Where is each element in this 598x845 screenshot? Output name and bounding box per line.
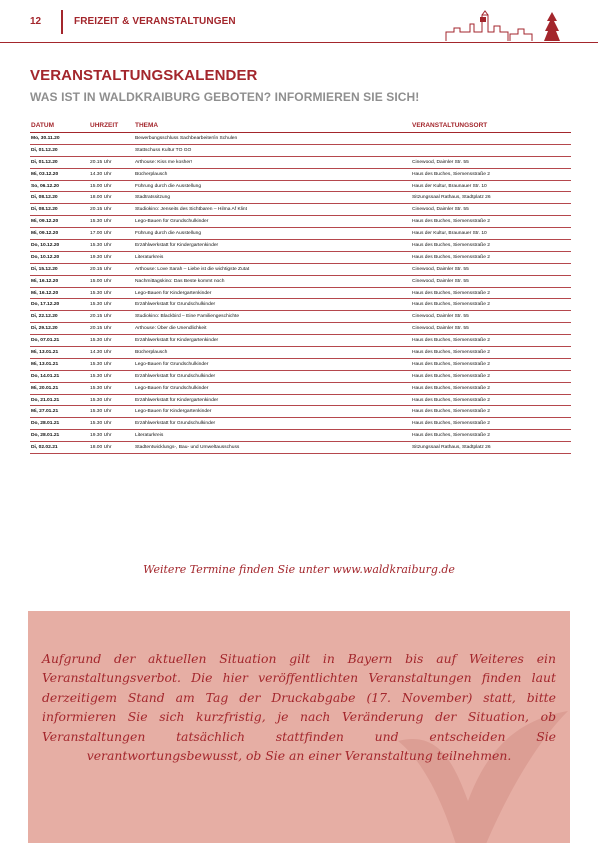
table-row — [30, 287, 571, 299]
time-cell: 19.30 Uhr — [89, 251, 134, 263]
table-row — [30, 347, 571, 359]
date-cell: Do, 17.12.20 — [30, 299, 89, 311]
topic-cell: Lego-Bauen für Kindergartenkinder — [134, 287, 411, 299]
page-title: VERANSTALTUNGSKALENDER — [30, 67, 258, 84]
date-cell: Mo, 30.11.20 — [30, 133, 89, 145]
venue-cell: Haus des Buches, Siemensstraße 2 — [411, 335, 571, 347]
topic-cell: Arthouse: Über die Unendlichkeit — [134, 323, 411, 335]
page-number: 12 — [30, 16, 42, 27]
topic-cell: Studiokino: Jenseits des Sichtbaren – Hilma Af Klint — [134, 204, 411, 216]
time-cell: 15.30 Uhr — [89, 418, 134, 430]
column-header-topic: THEMA — [134, 121, 411, 133]
time-cell — [89, 144, 134, 156]
time-cell: 14.30 Uhr — [89, 168, 134, 180]
date-cell: Di, 08.12.20 — [30, 192, 89, 204]
date-cell: Mi, 27.01.21 — [30, 406, 89, 418]
topic-cell: Stadtratssitzung — [134, 192, 411, 204]
date-cell: Di, 29.12.20 — [30, 323, 89, 335]
time-cell: 20.15 Uhr — [89, 323, 134, 335]
topic-cell: Führung durch die Ausstellung — [134, 228, 411, 240]
date-cell: Di, 01.12.20 — [30, 144, 89, 156]
venue-cell: Cinewood, Daimler Str. 55 — [411, 263, 571, 275]
table-row — [30, 144, 571, 156]
date-cell: Mi, 13.01.21 — [30, 347, 89, 359]
venue-cell: Haus des Buches, Siemensstraße 2 — [411, 406, 571, 418]
table-row — [30, 370, 571, 382]
table-row — [30, 263, 571, 275]
venue-cell: Haus des Buches, Siemensstraße 2 — [411, 287, 571, 299]
topic-cell: Erzählwerkstatt für Kindergartenkinder — [134, 335, 411, 347]
venue-cell: Cinewood, Daimler Str. 55 — [411, 275, 571, 287]
venue-cell: Haus des Buches, Siemensstraße 2 — [411, 394, 571, 406]
notice-text: Aufgrund der aktuellen Situation gilt in Bayern bis auf Weiteres ein Veranstaltungsverbot. Die hier veröffentlichten Veranstaltungen finden laut derzeitigem Stand am Tag der Druckabgabe (17. November) statt, bitte informieren Sie sich kurzfristig, je nach Veränderung der Situation, ob Veranstaltungen tatsächlich stattfinden und entscheiden Sie verantwortungsbewusst, ob Sie an einer Veranstaltung teilnehmen. — [42, 651, 556, 764]
time-cell: 18.00 Uhr — [89, 442, 134, 454]
venue-cell: Haus des Buches, Siemensstraße 2 — [411, 430, 571, 442]
topic-cell: Stattschuss Kultur TO GO — [134, 144, 411, 156]
venue-cell: Cinewood, Daimler Str. 55 — [411, 156, 571, 168]
town-skyline-icon — [444, 10, 568, 42]
venue-cell: Haus der Kultur, Braunauer Str. 10 — [411, 180, 571, 192]
time-cell: 15.00 Uhr — [89, 180, 134, 192]
table-row — [30, 394, 571, 406]
column-header-venue: VERANSTALTUNGSORT — [411, 121, 571, 133]
table-row — [30, 156, 571, 168]
table-header-row — [30, 121, 571, 133]
date-cell: Di, 02.02.21 — [30, 442, 89, 454]
table-row — [30, 228, 571, 240]
date-cell: Mi, 16.12.20 — [30, 287, 89, 299]
date-cell: Do, 14.01.21 — [30, 370, 89, 382]
section-title: FREIZEIT & VERANSTALTUNGEN — [74, 16, 236, 27]
topic-cell: Erzählwerkstatt für Grundschulkinder — [134, 370, 411, 382]
more-events-link: Weitere Termine finden Sie unter www.waldkraiburg.de — [143, 563, 455, 576]
table-row — [30, 323, 571, 335]
table-row — [30, 430, 571, 442]
topic-cell: Arthouse: Kiss me kosher! — [134, 156, 411, 168]
table-row — [30, 180, 571, 192]
topic-cell: Arthouse: Love Sarah – Liebe ist die wichtigste Zutat — [134, 263, 411, 275]
header-divider — [61, 10, 63, 34]
time-cell: 17.00 Uhr — [89, 228, 134, 240]
venue-cell: Sitzungssaal Rathaus, Stadtplatz 26 — [411, 442, 571, 454]
venue-cell: Haus des Buches, Siemensstraße 2 — [411, 382, 571, 394]
date-cell: Di, 22.12.20 — [30, 311, 89, 323]
time-cell: 20.15 Uhr — [89, 156, 134, 168]
date-cell: Do, 28.01.21 — [30, 430, 89, 442]
table-row — [30, 275, 571, 287]
date-cell: Do, 10.12.20 — [30, 251, 89, 263]
venue-cell — [411, 144, 571, 156]
topic-cell: Erzählwerkstatt für Grundschulkinder — [134, 418, 411, 430]
events-table — [30, 121, 571, 454]
events-table-body — [30, 133, 571, 454]
venue-cell — [411, 133, 571, 145]
time-cell: 15.30 Uhr — [89, 382, 134, 394]
column-header-time: UHRZEIT — [89, 121, 134, 133]
time-cell: 15.30 Uhr — [89, 216, 134, 228]
topic-cell: Erzählwerkstatt für Kindergartenkinder — [134, 394, 411, 406]
notice-box — [28, 611, 570, 843]
time-cell: 20.15 Uhr — [89, 204, 134, 216]
time-cell: 15.30 Uhr — [89, 299, 134, 311]
date-cell: Mi, 20.01.21 — [30, 382, 89, 394]
table-row — [30, 251, 571, 263]
page-subtitle: WAS IST IN WALDKRAIBURG GEBOTEN? INFORMIEREN SIE SICH! — [30, 90, 420, 104]
venue-cell: Haus des Buches, Siemensstraße 2 — [411, 418, 571, 430]
venue-cell: Haus des Buches, Siemensstraße 2 — [411, 347, 571, 359]
table-row — [30, 216, 571, 228]
time-cell: 19.30 Uhr — [89, 430, 134, 442]
table-row — [30, 406, 571, 418]
venue-cell: Cinewood, Daimler Str. 55 — [411, 311, 571, 323]
table-row — [30, 240, 571, 252]
topic-cell: Nachmittagskino: Das Beste kommt noch — [134, 275, 411, 287]
column-header-date: DATUM — [30, 121, 89, 133]
topic-cell: Erzählwerkstatt für Grundschulkinder — [134, 299, 411, 311]
table-row — [30, 204, 571, 216]
venue-cell: Cinewood, Daimler Str. 55 — [411, 323, 571, 335]
topic-cell: Führung durch die Ausstellung — [134, 180, 411, 192]
topic-cell: Studiokino: Blackbird – Eine Familiengeschichte — [134, 311, 411, 323]
date-cell: Mi, 13.01.21 — [30, 358, 89, 370]
time-cell: 14.30 Uhr — [89, 347, 134, 359]
table-row — [30, 382, 571, 394]
table-row — [30, 418, 571, 430]
topic-cell: Literaturkreis — [134, 251, 411, 263]
venue-cell: Haus des Buches, Siemensstraße 2 — [411, 168, 571, 180]
date-cell: Mi, 09.12.20 — [30, 216, 89, 228]
time-cell: 15.30 Uhr — [89, 240, 134, 252]
venue-cell: Haus des Buches, Siemensstraße 2 — [411, 370, 571, 382]
topic-cell: Bewerbungsschluss Sachbearbeiter/in Schulen — [134, 133, 411, 145]
table-row — [30, 299, 571, 311]
venue-cell: Haus der Kultur, Braunauer Str. 10 — [411, 228, 571, 240]
topic-cell: Erzählwerkstatt für Kindergartenkinder — [134, 240, 411, 252]
date-cell: Mi, 09.12.20 — [30, 228, 89, 240]
date-cell: Do, 10.12.20 — [30, 240, 89, 252]
table-row — [30, 311, 571, 323]
venue-cell: Haus des Buches, Siemensstraße 2 — [411, 216, 571, 228]
time-cell: 20.15 Uhr — [89, 311, 134, 323]
page-header — [0, 0, 598, 43]
date-cell: Mi, 16.12.20 — [30, 275, 89, 287]
date-cell: Di, 08.12.20 — [30, 204, 89, 216]
topic-cell: Lego-Bauen für Grundschulkinder — [134, 358, 411, 370]
table-row — [30, 192, 571, 204]
venue-cell: Sitzungssaal Rathaus, Stadtplatz 26 — [411, 192, 571, 204]
topic-cell: Lego-Bauen für Kindergartenkinder — [134, 406, 411, 418]
venue-cell: Haus des Buches, Siemensstraße 2 — [411, 358, 571, 370]
time-cell: 15.30 Uhr — [89, 370, 134, 382]
topic-cell: Lego-Bauen für Grundschulkinder — [134, 216, 411, 228]
date-cell: Do, 21.01.21 — [30, 394, 89, 406]
date-cell: So, 06.12.20 — [30, 180, 89, 192]
venue-cell: Haus des Buches, Siemensstraße 2 — [411, 240, 571, 252]
topic-cell: Bücherplausch — [134, 347, 411, 359]
table-row — [30, 358, 571, 370]
venue-cell: Cinewood, Daimler Str. 55 — [411, 204, 571, 216]
date-cell: Di, 15.12.20 — [30, 263, 89, 275]
venue-cell: Haus des Buches, Siemensstraße 2 — [411, 299, 571, 311]
date-cell: Do, 28.01.21 — [30, 418, 89, 430]
time-cell: 20.15 Uhr — [89, 263, 134, 275]
time-cell — [89, 133, 134, 145]
time-cell: 15.30 Uhr — [89, 287, 134, 299]
table-row — [30, 133, 571, 145]
time-cell: 18.00 Uhr — [89, 192, 134, 204]
time-cell: 15.30 Uhr — [89, 394, 134, 406]
table-row — [30, 168, 571, 180]
topic-cell: Bücherplausch — [134, 168, 411, 180]
table-row — [30, 442, 571, 454]
topic-cell: Literaturkreis — [134, 430, 411, 442]
venue-cell: Haus des Buches, Siemensstraße 2 — [411, 251, 571, 263]
time-cell: 15.00 Uhr — [89, 275, 134, 287]
date-cell: Di, 01.12.20 — [30, 156, 89, 168]
table-row — [30, 335, 571, 347]
time-cell: 15.30 Uhr — [89, 358, 134, 370]
time-cell: 15.30 Uhr — [89, 406, 134, 418]
date-cell: Mi, 03.12.20 — [30, 168, 89, 180]
topic-cell: Lego-Bauen für Grundschulkinder — [134, 382, 411, 394]
time-cell: 15.30 Uhr — [89, 335, 134, 347]
topic-cell: Stadtentwicklungs-, Bau- und Umweltausschuss — [134, 442, 411, 454]
date-cell: Do, 07.01.21 — [30, 335, 89, 347]
